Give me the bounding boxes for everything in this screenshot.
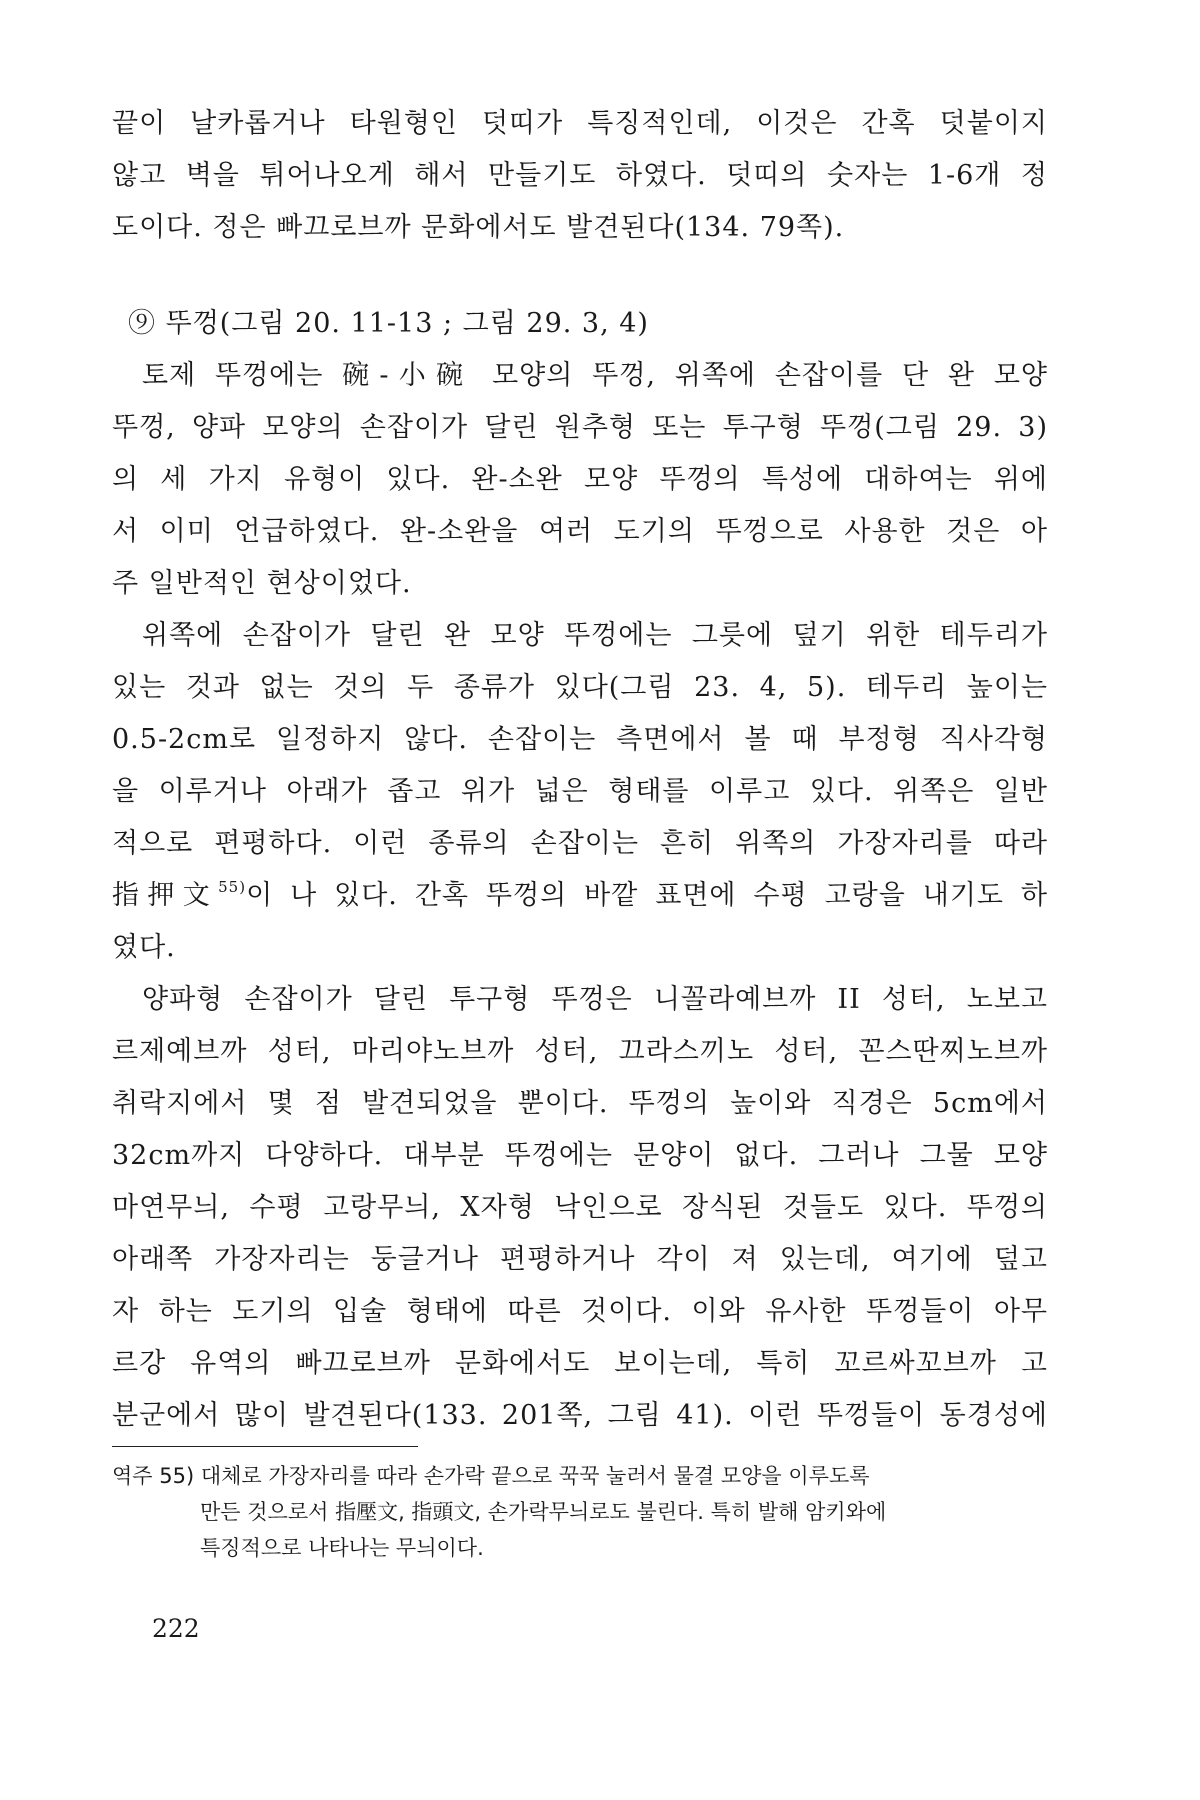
footnote-marker[interactable]: 55) [218,878,247,896]
text-line: 취락지에서 몇 점 발견되었을 뿐이다. 뚜껑의 높이와 직경은 5cm에서 [112,1088,1048,1119]
page-number: 222 [152,1614,200,1643]
text-line: 을 이루거나 아래가 좁고 위가 넓은 형태를 이루고 있다. 위쪽은 일반 [112,776,1048,807]
text-line: 르강 유역의 빠끄로브까 문화에서도 보이는데, 특히 꼬르싸꼬브까 고 [112,1348,1048,1379]
text-line-with-footnote [112,870,1048,922]
text-fragment: 이 나 있다. 간혹 뚜껑의 바깥 표면에 수평 고랑을 내기도 하 [246,880,1048,911]
footnote-line [112,1458,1048,1494]
text-line: 있는 것과 없는 것의 두 종류가 있다(그림 23. 4, 5). 테두리 높이는 [112,672,1048,703]
footnote-text: 대체로 가장자리를 따라 손가락 끝으로 꾹꾹 눌러서 물결 모양을 이루도록 [200,1464,870,1488]
text-line: 의 세 가지 유형이 있다. 완-소완 모양 뚜껑의 특성에 대하여는 위에 [112,464,1048,495]
text-line: 마연무늬, 수평 고랑무늬, X자형 낙인으로 장식된 것들도 있다. 뚜껑의 [112,1192,1048,1223]
footnote-label: 역주 55) [112,1464,195,1488]
text-line: 0.5-2cm로 일정하지 않다. 손잡이는 측면에서 볼 때 부정형 직사각형 [112,724,1048,755]
paragraph-lid-types [112,350,1048,610]
text-line: 적으로 편평하다. 이런 종류의 손잡이는 흔히 위쪽의 가장자리를 따라 [112,828,1048,859]
paragraph-onion-lids [112,974,1048,1442]
text-line: 주 일반적인 현상이었다. [112,568,412,599]
text-line: 르제예브까 성터, 마리야노브까 성터, 끄라스끼노 성터, 꼰스딴찌노브까 [112,1036,1048,1067]
text-line: 양파형 손잡이가 달린 투구형 뚜껑은 니꼴라예브까 II 성터, 노보고 [142,984,1048,1015]
paragraph-handle-lids [112,610,1048,974]
text-line: 32cm까지 다양하다. 대부분 뚜껑에는 문양이 없다. 그러나 그물 모양 [112,1140,1048,1171]
text-line: 않고 벽을 튀어나오게 해서 만들기도 하였다. 덧띠의 숫자는 1-6개 정 [112,160,1048,191]
text-line: 뚜껑, 양파 모양의 손잡이가 달린 원추형 또는 투구형 뚜껑(그림 29. 3) [112,412,1048,443]
footnote-line: 만든 것으로서 指壓文, 指頭文, 손가락무늬로도 불린다. 특히 발해 암키와에 [200,1500,887,1524]
text-line: 서 이미 언급하였다. 완-소완을 여러 도기의 뚜껑으로 사용한 것은 아 [112,516,1048,547]
text-fragment: 指押文 [112,880,219,911]
text-line: 위쪽에 손잡이가 달린 완 모양 뚜껑에는 그릇에 덮기 위한 테두리가 [142,620,1048,651]
text-line: 끝이 날카롭거나 타원형인 덧띠가 특징적인데, 이것은 간혹 덧붙이지 [112,108,1048,139]
text-line: 아래쪽 가장자리는 둥글거나 편평하거나 각이 져 있는데, 여기에 덮고 [112,1244,1048,1275]
text-line: 도이다. 정은 빠끄로브까 문화에서도 발견된다(134. 79쪽). [112,212,845,243]
text-line: 분군에서 많이 발견된다(133. 201쪽, 그림 41). 이런 뚜껑들이 동경성에 [112,1400,1048,1431]
text-line: 였다. [112,932,176,963]
footnote [112,1458,1048,1566]
footnote-line: 특징적으로 나타나는 무늬이다. [200,1536,484,1560]
text-line: 자 하는 도기의 입술 형태에 따른 것이다. 이와 유사한 뚜껑들이 아무 [112,1296,1048,1327]
footnote-divider [112,1446,418,1447]
paragraph-top [112,98,1048,254]
section-heading: ⑨ 뚜껑(그림 20. 11-13 ; 그림 29. 3, 4) [128,308,649,339]
text-line: 토제 뚜껑에는 碗-小碗 모양의 뚜껑, 위쪽에 손잡이를 단 완 모양 [142,360,1048,391]
